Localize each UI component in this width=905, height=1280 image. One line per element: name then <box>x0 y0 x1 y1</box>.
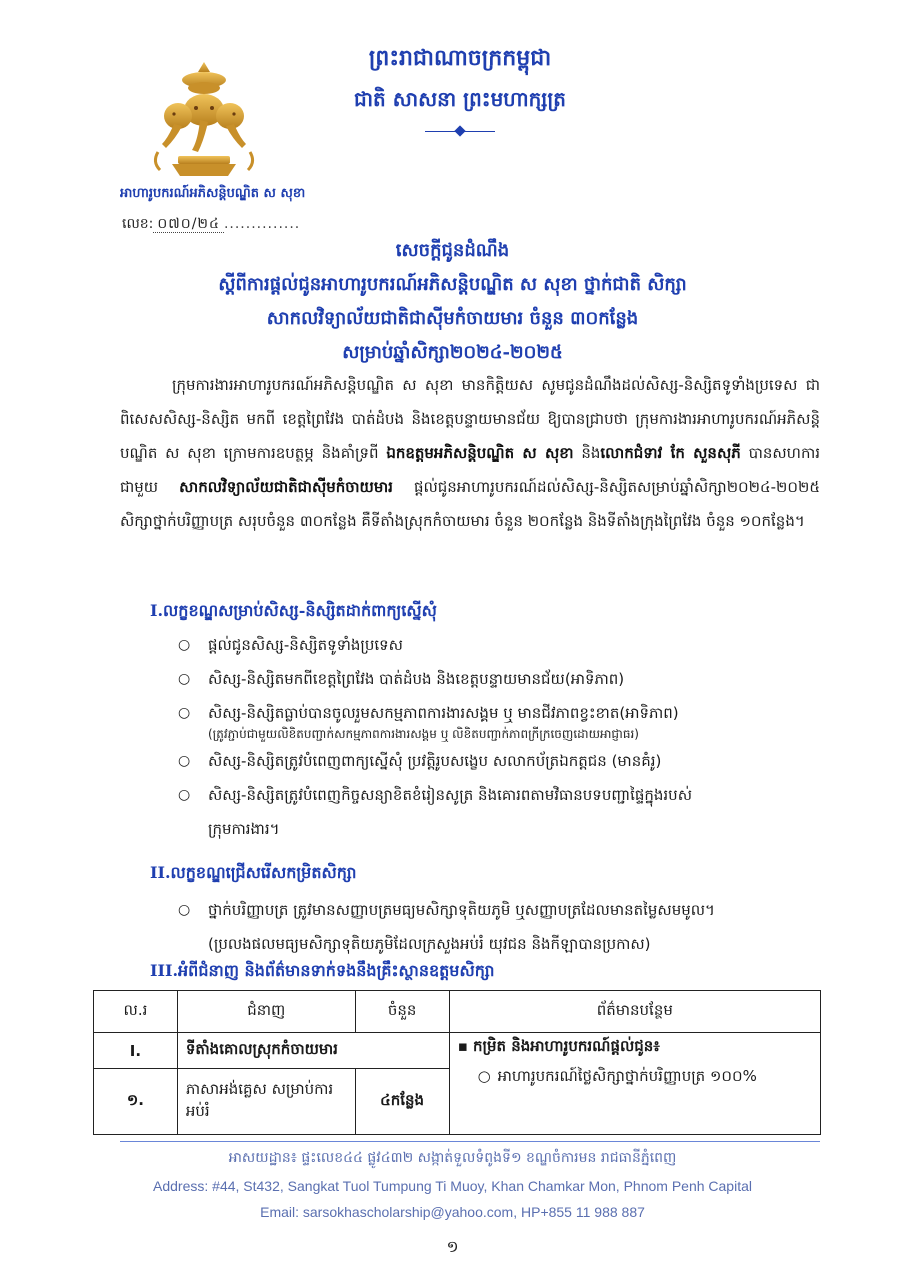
section-1-heading: I.លក្ខខណ្ឌសម្រាប់សិស្ស-និស្សិតដាក់ពាក្យស្នើសុំ <box>150 601 437 620</box>
info-item: ○ អាហារូបករណ៍ថ្លៃសិក្សាថ្នាក់បរិញ្ញាបត្រ ១០០% <box>458 1067 812 1089</box>
list-item <box>178 696 828 744</box>
announcement-title <box>100 234 805 370</box>
list-item <box>178 628 828 662</box>
intro-text-4: ផ្តល់ជូនអាហារូបករណ៍ដល់សិស្ស-និស្សិតសម្រាប់ឆ្នាំសិក្សា២០២៤-២០២៥ សិក្សាថ្នាក់បរិញ្ញាបត្រ សរុបចំនួន ៣០កន្លែង គឺទីតាំងស្រុកកំចាយមារ ចំនួន ២០កន្លែង និងទីតាំងក្រុងព្រៃវែង ចំនួន ១០កន្លែង។ <box>120 478 820 530</box>
list-item-note: (ត្រូវភ្ជាប់ជាមួយលិខិតបញ្ជាក់សកម្មភាពការងារសង្គម ឬ លិខិតបញ្ជាក់ភាពក្រីក្រចេញដោយអាជ្ញាធរ) <box>208 727 639 741</box>
section-2-heading: II.លក្ខខណ្ឌជ្រើសរើសកម្រិតសិក្សា <box>150 863 357 882</box>
col-header-skill: ជំនាញ <box>177 991 355 1033</box>
col-header-count: ចំនួន <box>355 991 449 1033</box>
reference-value: ០៧០/២៤ <box>153 216 224 233</box>
skill-name: ភាសាអង់គ្លេស សម្រាប់ការអប់រំ <box>177 1069 355 1135</box>
footer-address-khmer: អាសយដ្ឋាន៖ ផ្ទះលេខ៤៤ ផ្លូវ៤៣២ សង្កាត់ទួលទំពូងទី១ ខណ្ឌចំការមន រាជធានីភ្នំពេញ <box>228 1150 677 1166</box>
footer-contact: Email: sarsokhascholarship@yahoo.com, HP+855 11 988 887 <box>260 1204 645 1220</box>
title-line-1: សេចក្តីជូនដំណឹង <box>395 240 510 261</box>
table-header-row <box>94 991 821 1033</box>
intro-bold-2: លោកជំទាវ កែ សួនសុភី <box>600 444 741 462</box>
list-item-text: ថ្នាក់បរិញ្ញាបត្រ ត្រូវមានសញ្ញាបត្រមធ្យមសិក្សាទុតិយភូមិ ឬសញ្ញាបត្រដែលមានតម្លៃសមមូល។ <box>208 901 715 919</box>
row-number: ១. <box>94 1069 178 1135</box>
reference-number <box>122 214 300 235</box>
title-line-2: ស្តីពីការផ្តល់ជូនអាហារូបករណ៍អភិសន្តិបណ្ឌិត ស សុខា ថ្នាក់ជាតិ សិក្សា <box>218 274 687 295</box>
list-item-text: ផ្តល់ជូនសិស្ស-និស្សិតទូទាំងប្រទេស <box>208 636 403 654</box>
reference-dots: .............. <box>223 216 301 232</box>
title-line-4: សម្រាប់ឆ្នាំសិក្សា២០២៤-២០២៥ <box>342 342 563 363</box>
skills-table <box>93 990 821 1135</box>
location-title: ទីតាំងគោលស្រុកកំចាយមារ <box>177 1033 449 1069</box>
list-item-text: សិស្ស-និស្សិតត្រូវបំពេញពាក្យស្នើសុំ ប្រវត្តិរូបសង្ខេប សលាកប័ត្រឯកត្តជន (មានគំរូ) <box>208 752 662 770</box>
row-number: I. <box>94 1033 178 1069</box>
intro-paragraph <box>120 368 820 538</box>
list-item <box>178 662 828 696</box>
intro-bold-3: សាកលវិទ្យាល័យជាតិជាស៊ីមកំចាយមារ <box>179 478 393 496</box>
footer-address-english: Address: #44, St432, Sangkat Tuol Tumpung Ti Muoy, Khan Chamkar Mon, Phnom Penh Capital <box>153 1178 752 1194</box>
section-3-heading: III.អំពីជំនាញ និងព័ត៌មានទាក់ទងនឹងគ្រឹះស្ថានឧត្តមសិក្សា <box>150 961 495 980</box>
additional-info <box>449 1033 820 1135</box>
intro-text-1: ក្រុមការងារអាហារូបករណ៍អភិសន្តិបណ្ឌិត ស សុខា មានកិត្តិយស សូមជូនដំណឹងដល់សិស្ស-និស្សិតទូទាំងប្រទេស ជាពិសេសសិស្ស-និស្សិត មកពី ខេត្តព្រៃវែង បាត់ដំបង និងខេត្តបន្ទាយមានជ័យ ឱ្យបានជ្រាបថា ក្រុមការងារអាហារូបករណ៍អភិសន្តិបណ្ឌិត ស សុខា ក្រោមការឧបត្ថម្ភ និងគាំទ្រពី <box>120 376 820 462</box>
table-row <box>94 1033 821 1069</box>
ornament-divider <box>425 126 495 136</box>
reference-label: លេខ: <box>122 216 154 232</box>
intro-text-3: បានសហការជាមួយ <box>120 444 821 496</box>
intro-text-2: និង <box>573 444 601 462</box>
list-item-text: សិស្ស-និស្សិតត្រូវបំពេញកិច្ចសន្យាខិតខំរៀនសូត្រ និងគោរពតាមវិធានបទបញ្ជាផ្ទៃក្នុងរបស់ <box>208 786 692 804</box>
seat-count: ៤កន្លែង <box>355 1069 449 1135</box>
elephant-emblem-logo <box>148 58 260 180</box>
list-item <box>178 778 828 846</box>
list-item-text: សិស្ស-និស្សិតធ្លាប់បានចូលរួមសកម្មភាពការងារសង្គម ឬ មានជីវភាពខ្វះខាត(អាទិភាព) <box>208 704 679 722</box>
section-1-list <box>178 628 828 846</box>
list-item-continuation: (ប្រលងផលមធ្យមសិក្សាទុតិយភូមិដែលក្រសួងអប់រំ យុវជន និងកីឡាបានប្រកាស) <box>208 935 651 953</box>
organization-name: អាហារូបករណ៍អភិសន្តិបណ្ឌិត ស សុខា <box>120 186 306 201</box>
intro-bold-1: ឯកឧត្តមអភិសន្តិបណ្ឌិត ស សុខា <box>386 444 574 462</box>
footer-divider <box>120 1141 820 1142</box>
list-item <box>178 893 828 961</box>
page-number: ១ <box>446 1237 459 1256</box>
kingdom-line-2: ជាតិ សាសនា ព្រះមហាក្សត្រ <box>354 87 566 111</box>
col-header-info: ព័ត៌មានបន្ថែម <box>449 991 820 1033</box>
list-item <box>178 744 828 778</box>
col-header-no: ល.រ <box>94 991 178 1033</box>
list-item-continuation: ក្រុមការងារ។ <box>208 820 280 838</box>
section-2-list <box>178 893 828 961</box>
list-item-text: សិស្ស-និស្សិតមកពីខេត្តព្រៃវែង បាត់ដំបង និងខេត្តបន្ទាយមានជ័យ(អាទិភាព) <box>208 670 625 688</box>
title-line-3: សាកលវិទ្យាល័យជាតិជាស៊ីមកំចាយមារ ចំនួន ៣០កន្លែង <box>266 308 639 329</box>
info-heading: ▪ កម្រិត និងអាហារូបករណ៍ផ្តល់ជូន៖ <box>458 1037 812 1059</box>
kingdom-motto <box>290 44 630 136</box>
kingdom-line-1: ព្រះរាជាណាចក្រកម្ពុជា <box>368 45 552 71</box>
